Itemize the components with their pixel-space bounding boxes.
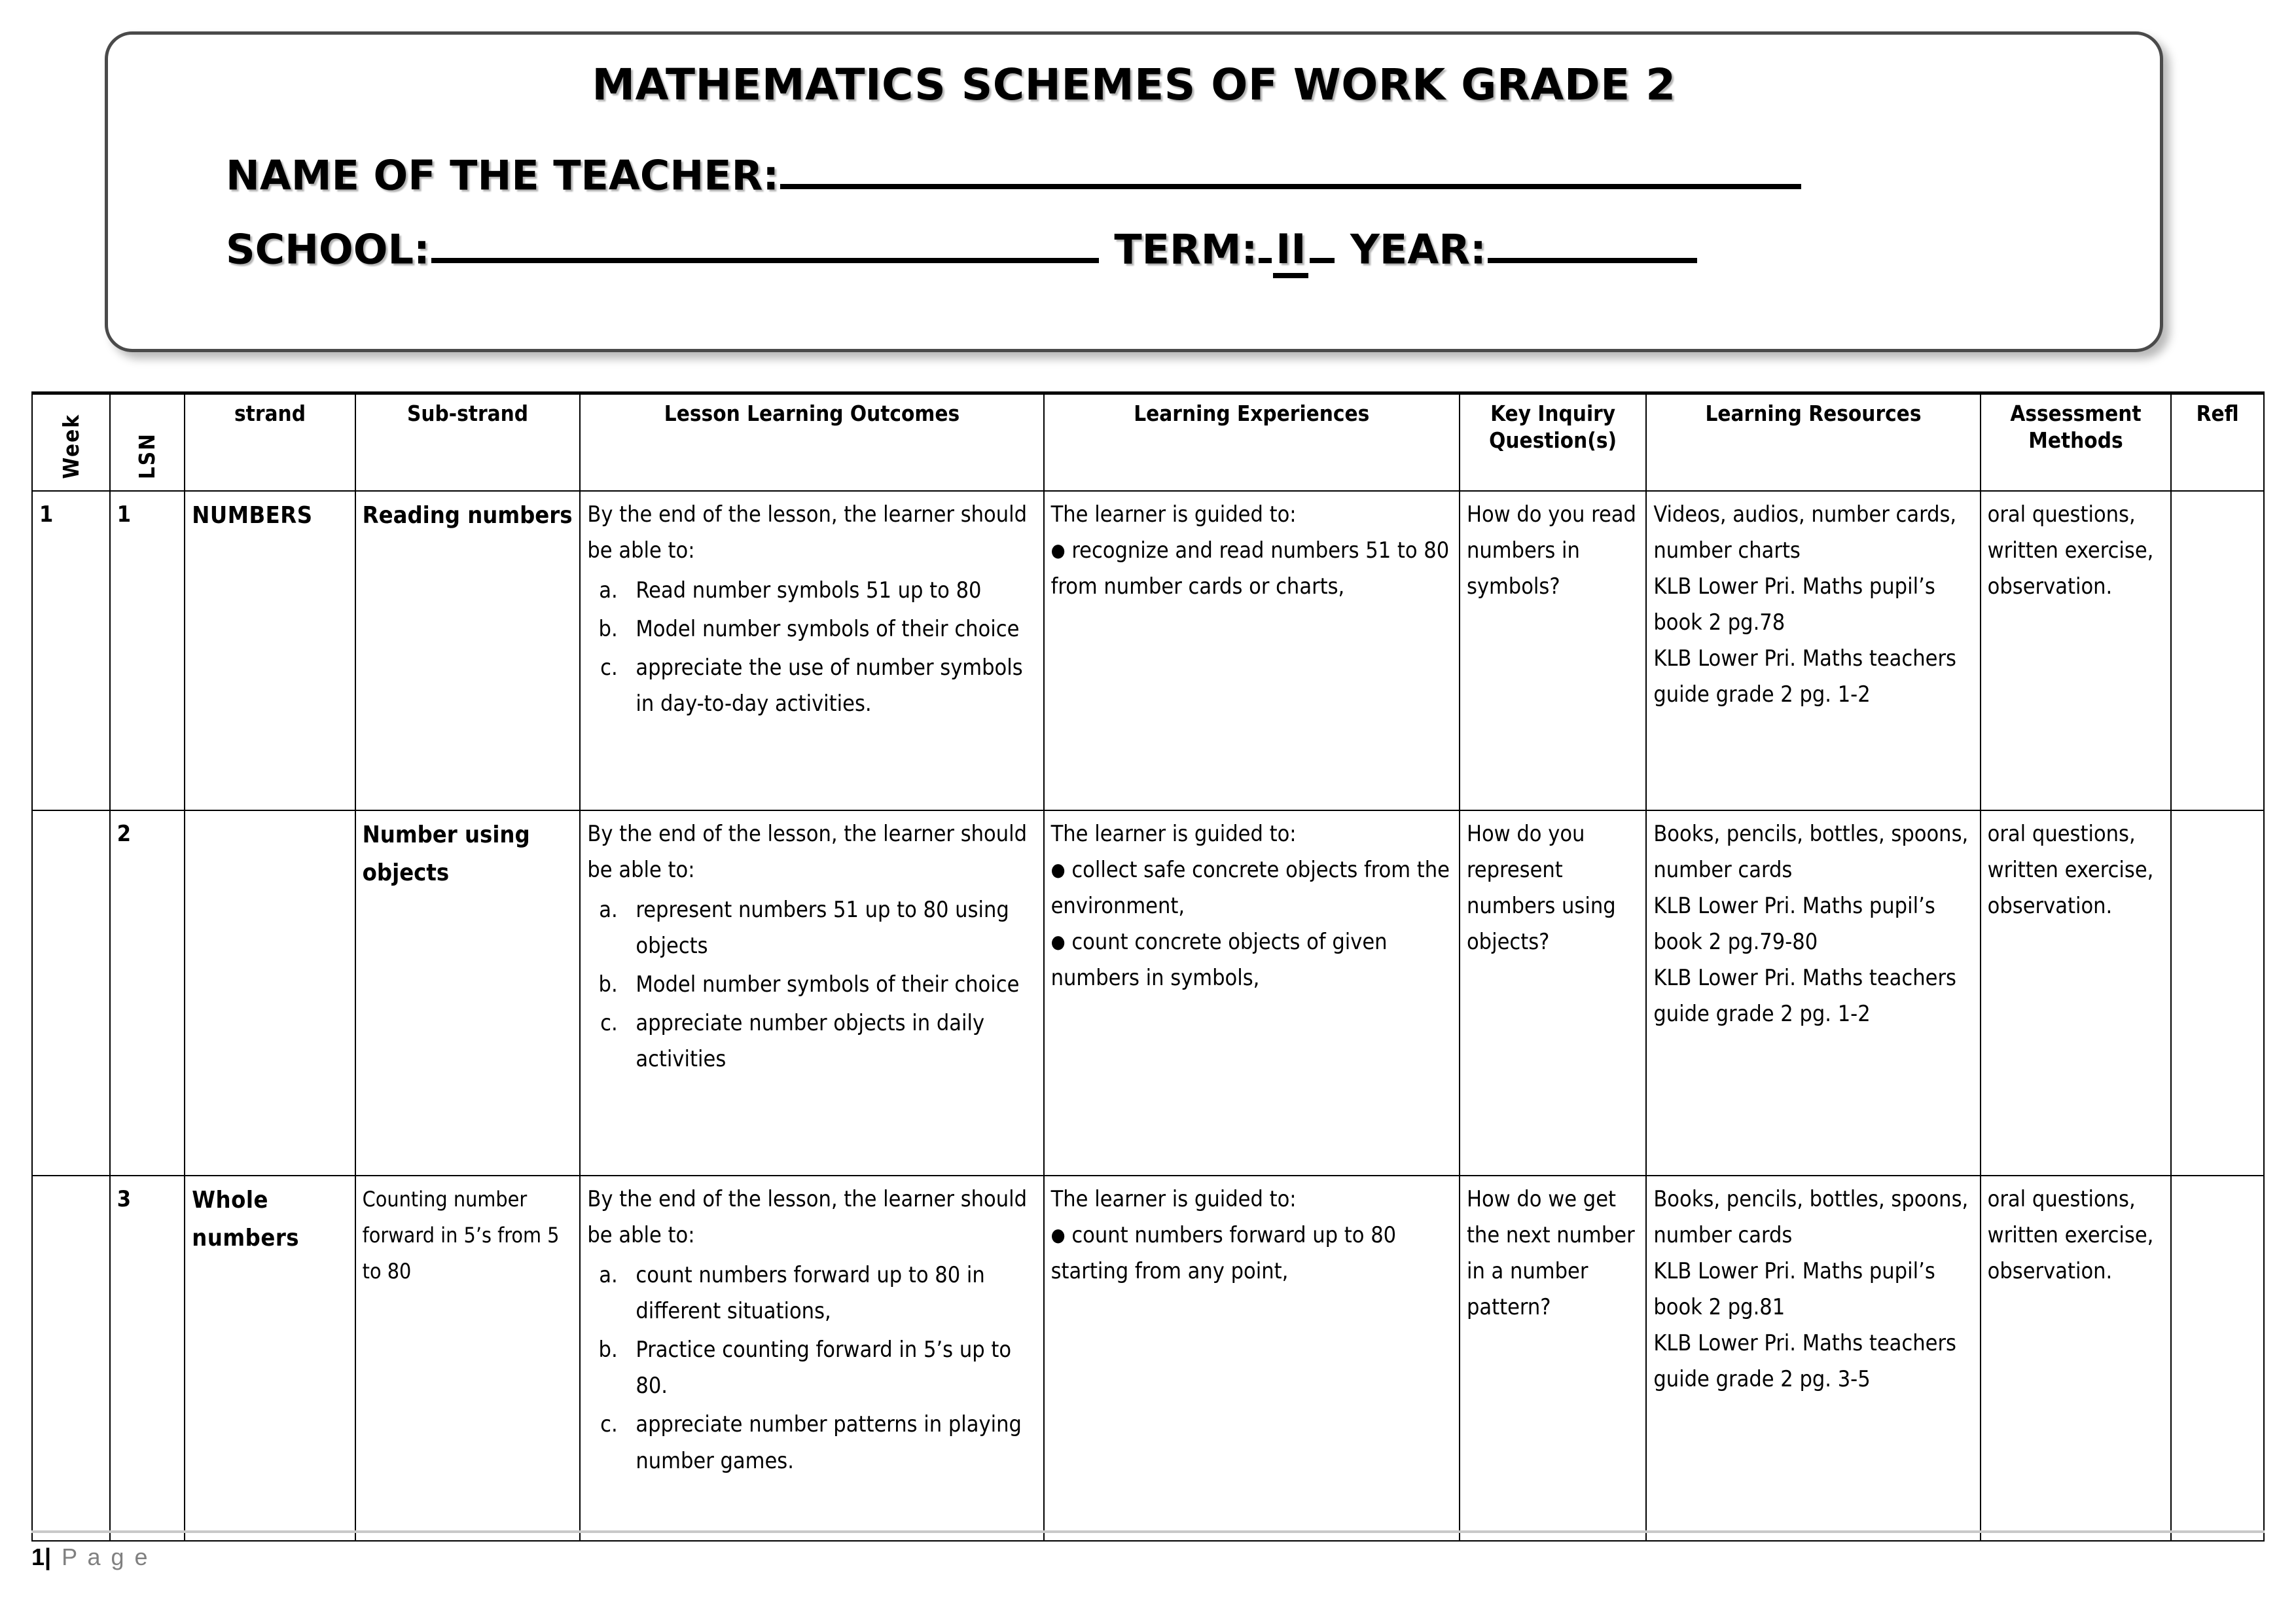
year-label: YEAR:: [1350, 225, 1486, 274]
cell-lesson-learning-outcomes: [580, 1176, 1043, 1541]
list-item: c. appreciate number patterns in playing number games.: [624, 1407, 1036, 1479]
cell-lsn: 2: [110, 810, 185, 1176]
resource-line: KLB Lower Pri. Maths pupil’s book 2 pg.78: [1653, 573, 1935, 636]
column-header-learning-resources: Learning Resources: [1646, 393, 1980, 492]
resource-line: Books, pencils, bottles, spoons, number cards: [1653, 821, 1969, 884]
resource-line: KLB Lower Pri. Maths pupil’s book 2 pg.81: [1653, 1258, 1935, 1321]
cell-learning-resources: [1646, 810, 1980, 1176]
resource-line: KLB Lower Pri. Maths teachers guide grade 2 pg. 1-2: [1653, 645, 1956, 708]
bullet-icon: ●: [1050, 539, 1066, 562]
cell-lesson-learning-outcomes: [580, 810, 1043, 1176]
cell-strand: Whole numbers: [185, 1176, 355, 1541]
list-item: c. appreciate the use of number symbols in day-to-day activities.: [624, 650, 1036, 722]
cell-refl[interactable]: [2171, 1176, 2264, 1541]
cell-learning-resources: [1646, 1176, 1980, 1541]
cell-assessment-methods: oral questions, written exercise, observation.: [1981, 491, 2172, 810]
cell-week: 1: [32, 491, 110, 810]
column-header-lsn: LSN: [110, 393, 185, 492]
bullet-icon: ●: [1050, 1224, 1066, 1246]
experiences-list: [1051, 533, 1452, 605]
list-item: a. count numbers forward up to 80 in different situations,: [624, 1257, 1036, 1329]
table-body: [32, 491, 2264, 1541]
cell-learning-experiences: [1044, 491, 1460, 810]
outcomes-list: [587, 573, 1036, 722]
list-item: b. Practice counting forward in 5’s up to 80.: [624, 1332, 1036, 1404]
column-header-refl: Refl: [2171, 393, 2264, 492]
column-header-learning-experiences: Learning Experiences: [1044, 393, 1460, 492]
table-header-row: [32, 393, 2264, 492]
column-header-sub-strand: Sub-strand: [355, 393, 581, 492]
page-title: MATHEMATICS SCHEMES OF WORK GRADE 2: [592, 60, 1676, 110]
list-item: a. Read number symbols 51 up to 80: [624, 573, 1036, 609]
column-header-key-inquiry-questions: Key Inquiry Question(s): [1460, 393, 1646, 492]
cell-refl[interactable]: [2171, 810, 2264, 1176]
school-term-year-field: [226, 223, 1698, 273]
cell-key-inquiry-question: How do you represent numbers using objects?: [1460, 810, 1646, 1176]
teacher-name-blank[interactable]: [780, 149, 1801, 189]
footer-page-number: 1: [31, 1543, 45, 1570]
cell-assessment-methods: oral questions, written exercise, observation.: [1981, 810, 2172, 1176]
outcomes-intro: By the end of the lesson, the learner should be able to:: [587, 821, 1028, 884]
list-item: a. represent numbers 51 up to 80 using objects: [624, 892, 1036, 964]
experiences-list: [1051, 852, 1452, 996]
bullet-icon: ●: [1050, 859, 1066, 881]
outcomes-intro: By the end of the lesson, the learner should be able to:: [587, 1186, 1028, 1249]
list-item: c. appreciate number objects in daily activities: [624, 1005, 1036, 1077]
table-row: [32, 491, 2264, 810]
cell-sub-strand: Counting number forward in 5’s from 5 to 80: [355, 1176, 581, 1541]
outcomes-intro: By the end of the lesson, the learner should be able to:: [587, 501, 1028, 564]
experiences-intro: The learner is guided to:: [1050, 501, 1297, 528]
experiences-intro: The learner is guided to:: [1050, 1186, 1297, 1212]
table-row: [32, 810, 2264, 1176]
document-header-box: [105, 31, 2163, 352]
list-item: ● count numbers forward up to 80 starting from any point,: [1050, 1222, 1397, 1285]
resource-line: KLB Lower Pri. Maths pupil’s book 2 pg.79-80: [1653, 893, 1935, 956]
cell-learning-resources: [1646, 491, 1980, 810]
column-header-assessment-methods: Assessment Methods: [1981, 393, 2172, 492]
list-item: b. Model number symbols of their choice: [624, 611, 1036, 647]
table-row: [32, 1176, 2264, 1541]
cell-learning-experiences: [1044, 1176, 1460, 1541]
resource-line: Books, pencils, bottles, spoons, number cards: [1653, 1186, 1969, 1249]
term-blank-left[interactable]: [1259, 223, 1272, 263]
page-footer: [31, 1530, 2265, 1571]
resource-line: KLB Lower Pri. Maths teachers guide grade 2 pg. 1-2: [1653, 965, 1956, 1028]
schemes-of-work-table: [31, 391, 2265, 1542]
cell-strand: [185, 810, 355, 1176]
cell-lsn: 3: [110, 1176, 185, 1541]
column-header-strand: strand: [185, 393, 355, 492]
experiences-intro: The learner is guided to:: [1050, 821, 1297, 847]
term-label: TERM:: [1114, 225, 1258, 274]
resource-line: KLB Lower Pri. Maths teachers guide grade 2 pg. 3-5: [1653, 1330, 1956, 1393]
column-header-lesson-learning-outcomes: Lesson Learning Outcomes: [580, 393, 1043, 492]
cell-lsn: 1: [110, 491, 185, 810]
column-header-week: Week: [32, 393, 110, 492]
school-label: SCHOOL:: [226, 225, 430, 274]
cell-sub-strand: Reading numbers: [355, 491, 581, 810]
list-item: ● collect safe concrete objects from the environment,: [1050, 857, 1450, 920]
resource-line: Videos, audios, number cards, number charts: [1653, 501, 1957, 564]
list-item: ● recognize and read numbers 51 to 80 from number cards or charts,: [1050, 537, 1450, 600]
teacher-name-label: NAME OF THE TEACHER:: [226, 151, 780, 200]
term-value[interactable]: II: [1273, 225, 1308, 278]
page-number-label: [31, 1543, 2265, 1571]
cell-week: [32, 810, 110, 1176]
cell-week: [32, 1176, 110, 1541]
cell-learning-experiences: [1044, 810, 1460, 1176]
experiences-list: [1051, 1218, 1452, 1290]
cell-refl[interactable]: [2171, 491, 2264, 810]
cell-key-inquiry-question: How do you read numbers in symbols?: [1460, 491, 1646, 810]
year-blank[interactable]: [1488, 223, 1697, 263]
footer-separator: |: [45, 1543, 54, 1570]
outcomes-list: [587, 1257, 1036, 1479]
list-item: ● count concrete objects of given numbers in symbols,: [1050, 929, 1388, 992]
cell-lesson-learning-outcomes: [580, 491, 1043, 810]
list-item: b. Model number symbols of their choice: [624, 967, 1036, 1003]
school-blank[interactable]: [431, 223, 1099, 263]
footer-divider: [31, 1530, 2265, 1533]
cell-strand: NUMBERS: [185, 491, 355, 810]
cell-sub-strand: Number using objects: [355, 810, 581, 1176]
bullet-icon: ●: [1050, 931, 1066, 953]
cell-assessment-methods: oral questions, written exercise, observation.: [1981, 1176, 2172, 1541]
teacher-name-field: [226, 149, 1803, 199]
cell-key-inquiry-question: How do we get the next number in a number pattern?: [1460, 1176, 1646, 1541]
term-blank-right[interactable]: [1310, 223, 1335, 263]
footer-page-word: P a g e: [62, 1543, 150, 1570]
outcomes-list: [587, 892, 1036, 1077]
